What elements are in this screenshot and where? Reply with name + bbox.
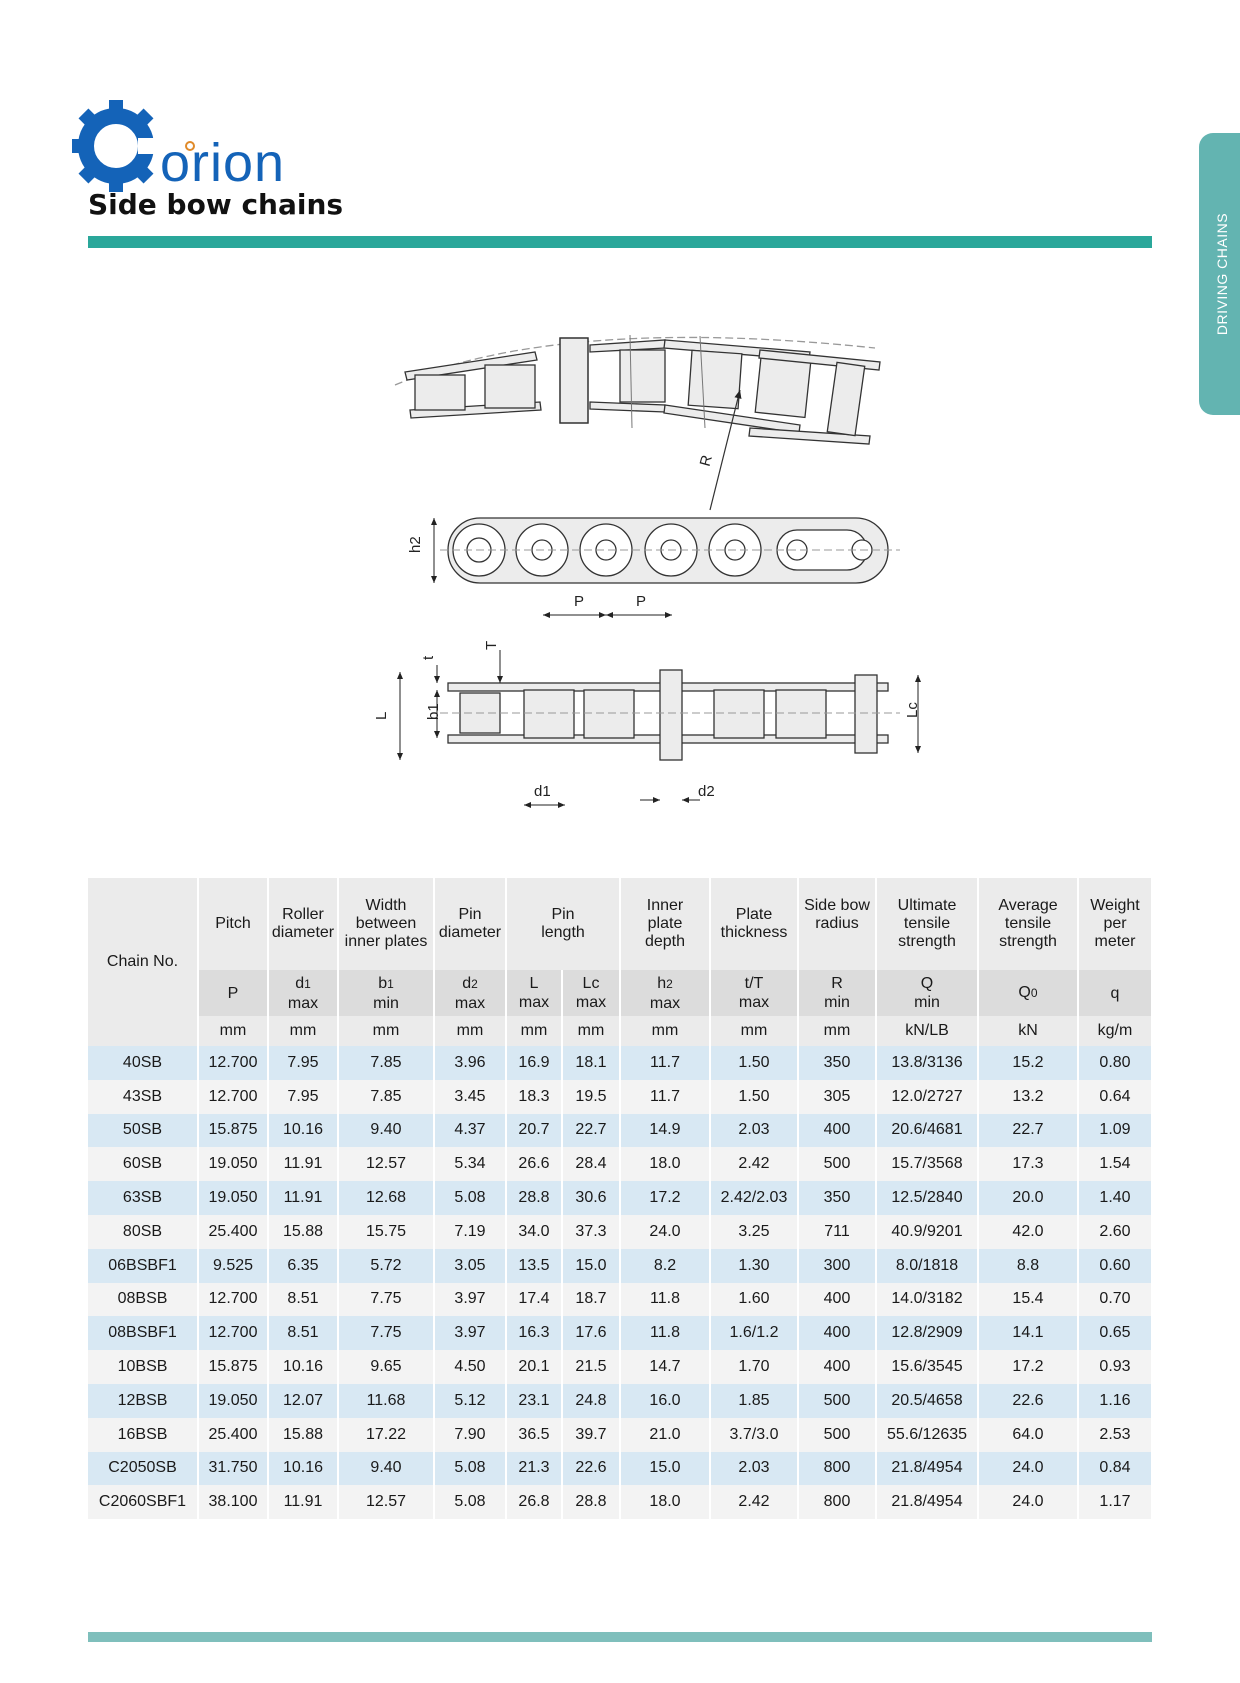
header-symbol-l: L max: [506, 970, 562, 1016]
chain-number-cell: 43SB: [88, 1080, 198, 1114]
table-cell: 7.90: [434, 1418, 506, 1452]
table-cell: 36.5: [506, 1418, 562, 1452]
table-row: [88, 1452, 1152, 1486]
side-bow-curved-view: [395, 335, 880, 444]
table-cell: 22.6: [562, 1452, 620, 1486]
header-symbol-q0: Q0: [978, 970, 1078, 1016]
table-cell: 15.75: [338, 1215, 434, 1249]
table-cell: 19.050: [198, 1181, 268, 1215]
table-cell: 350: [798, 1046, 876, 1080]
table-cell: 14.0/3182: [876, 1283, 978, 1317]
table-cell: 7.75: [338, 1316, 434, 1350]
table-cell: 21.8/4954: [876, 1452, 978, 1486]
header-desc-width: Width between inner plates: [338, 878, 434, 970]
table-row: [88, 1080, 1152, 1114]
table-cell: 12.700: [198, 1080, 268, 1114]
header-symbol-q: Q min: [876, 970, 978, 1016]
table-cell: 1.09: [1078, 1114, 1152, 1148]
table-cell: 2.42: [710, 1485, 798, 1519]
table-cell: 800: [798, 1452, 876, 1486]
page-title: Side bow chains: [88, 188, 344, 221]
table-row: [88, 1485, 1152, 1519]
table-cell: 34.0: [506, 1215, 562, 1249]
table-cell: 18.0: [620, 1485, 710, 1519]
table-cell: 11.91: [268, 1147, 338, 1181]
table-cell: 2.60: [1078, 1215, 1152, 1249]
table-cell: 38.100: [198, 1485, 268, 1519]
table-cell: 0.84: [1078, 1452, 1152, 1486]
table-cell: 500: [798, 1147, 876, 1181]
chain-number-cell: 08BSB: [88, 1283, 198, 1317]
table-cell: 8.51: [268, 1316, 338, 1350]
table-cell: 15.4: [978, 1283, 1078, 1317]
table-cell: 0.70: [1078, 1283, 1152, 1317]
table-cell: 28.8: [562, 1485, 620, 1519]
table-cell: 9.40: [338, 1114, 434, 1148]
table-cell: 711: [798, 1215, 876, 1249]
table-cell: 350: [798, 1181, 876, 1215]
label-t-upper: T: [483, 640, 500, 650]
header-unit: kN: [978, 1016, 1078, 1046]
table-cell: 800: [798, 1485, 876, 1519]
table-cell: 21.5: [562, 1350, 620, 1384]
table-cell: 1.16: [1078, 1384, 1152, 1418]
table-row: [88, 1283, 1152, 1317]
table-cell: 17.22: [338, 1418, 434, 1452]
table-cell: 5.12: [434, 1384, 506, 1418]
table-cell: 16.3: [506, 1316, 562, 1350]
header-unit: mm: [338, 1016, 434, 1046]
header-symbol-p: P: [198, 970, 268, 1016]
label-t: t: [420, 655, 437, 660]
table-cell: 12.700: [198, 1046, 268, 1080]
table-cell: 10.16: [268, 1350, 338, 1384]
header-desc-ultimate: Ultimate tensile strength: [876, 878, 978, 970]
table-cell: 2.03: [710, 1114, 798, 1148]
table-cell: 8.0/1818: [876, 1249, 978, 1283]
table-cell: 37.3: [562, 1215, 620, 1249]
table-cell: 7.85: [338, 1080, 434, 1114]
table-cell: 10.16: [268, 1114, 338, 1148]
header-chain-no: Chain No.: [88, 878, 198, 1046]
label-p-2: P: [636, 593, 647, 610]
table-cell: 3.96: [434, 1046, 506, 1080]
header-symbol-tt: t/T max: [710, 970, 798, 1016]
header-symbol-b1: b1 min: [338, 970, 434, 1016]
header-desc-average: Average tensile strength: [978, 878, 1078, 970]
table-cell: 11.68: [338, 1384, 434, 1418]
header-unit: mm: [798, 1016, 876, 1046]
table-cell: 400: [798, 1316, 876, 1350]
table-cell: 26.8: [506, 1485, 562, 1519]
table-cell: 24.0: [978, 1485, 1078, 1519]
table-cell: 3.05: [434, 1249, 506, 1283]
table-cell: 18.3: [506, 1080, 562, 1114]
table-cell: 19.5: [562, 1080, 620, 1114]
table-cell: 18.7: [562, 1283, 620, 1317]
table-cell: 5.08: [434, 1485, 506, 1519]
table-cell: 0.65: [1078, 1316, 1152, 1350]
table-cell: 1.17: [1078, 1485, 1152, 1519]
table-cell: 5.08: [434, 1452, 506, 1486]
table-cell: 4.50: [434, 1350, 506, 1384]
table-cell: 9.40: [338, 1452, 434, 1486]
header-desc-roller: Roller diameter: [268, 878, 338, 970]
table-cell: 3.97: [434, 1316, 506, 1350]
chain-number-cell: 40SB: [88, 1046, 198, 1080]
table-cell: 1.54: [1078, 1147, 1152, 1181]
header-unit: kN/LB: [876, 1016, 978, 1046]
table-cell: 5.08: [434, 1181, 506, 1215]
table-cell: 22.7: [562, 1114, 620, 1148]
table-cell: 500: [798, 1418, 876, 1452]
label-h2: h2: [407, 536, 424, 553]
header-desc-pin-length: Pin length: [506, 878, 620, 970]
table-cell: 9.525: [198, 1249, 268, 1283]
table-cell: 15.88: [268, 1215, 338, 1249]
table-cell: 13.5: [506, 1249, 562, 1283]
table-cell: 21.0: [620, 1418, 710, 1452]
header-unit: mm: [562, 1016, 620, 1046]
table-cell: 8.8: [978, 1249, 1078, 1283]
table-cell: 0.93: [1078, 1350, 1152, 1384]
table-cell: 1.6/1.2: [710, 1316, 798, 1350]
table-cell: 12.700: [198, 1316, 268, 1350]
table-cell: 7.85: [338, 1046, 434, 1080]
table-cell: 5.34: [434, 1147, 506, 1181]
table-row: [88, 1350, 1152, 1384]
table-cell: 3.7/3.0: [710, 1418, 798, 1452]
chain-number-cell: 08BSBF1: [88, 1316, 198, 1350]
chain-number-cell: C2050SB: [88, 1452, 198, 1486]
table-cell: 22.7: [978, 1114, 1078, 1148]
table-cell: 15.875: [198, 1114, 268, 1148]
header-unit: mm: [620, 1016, 710, 1046]
header-unit: kg/m: [1078, 1016, 1152, 1046]
table-cell: 5.72: [338, 1249, 434, 1283]
table-cell: 12.07: [268, 1384, 338, 1418]
header-desc-side-bow: Side bow radius: [798, 878, 876, 970]
table-cell: 11.8: [620, 1283, 710, 1317]
table-cell: 7.19: [434, 1215, 506, 1249]
table-cell: 12.5/2840: [876, 1181, 978, 1215]
header-symbol-d1: d1 max: [268, 970, 338, 1016]
table-cell: 15.2: [978, 1046, 1078, 1080]
table-cell: 17.6: [562, 1316, 620, 1350]
table-cell: 20.1: [506, 1350, 562, 1384]
table-cell: 2.53: [1078, 1418, 1152, 1452]
label-lc: Lc: [904, 702, 921, 718]
table-cell: 3.45: [434, 1080, 506, 1114]
table-cell: 14.7: [620, 1350, 710, 1384]
table-cell: 18.1: [562, 1046, 620, 1080]
chain-number-cell: 12BSB: [88, 1384, 198, 1418]
table-cell: 31.750: [198, 1452, 268, 1486]
table-cell: 11.8: [620, 1316, 710, 1350]
table-cell: 21.8/4954: [876, 1485, 978, 1519]
table-cell: 11.7: [620, 1046, 710, 1080]
chain-number-cell: 16BSB: [88, 1418, 198, 1452]
table-cell: 0.60: [1078, 1249, 1152, 1283]
chain-top-view: [440, 670, 900, 760]
brand-name: orion: [160, 133, 286, 193]
table-cell: 20.6/4681: [876, 1114, 978, 1148]
table-cell: 13.8/3136: [876, 1046, 978, 1080]
table-cell: 3.25: [710, 1215, 798, 1249]
table-cell: 8.2: [620, 1249, 710, 1283]
table-cell: 19.050: [198, 1147, 268, 1181]
table-cell: 17.4: [506, 1283, 562, 1317]
table-row: [88, 1316, 1152, 1350]
table-cell: 26.6: [506, 1147, 562, 1181]
table-cell: 9.65: [338, 1350, 434, 1384]
table-cell: 30.6: [562, 1181, 620, 1215]
table-cell: 11.7: [620, 1080, 710, 1114]
table-cell: 15.0: [620, 1452, 710, 1486]
table-cell: 20.5/4658: [876, 1384, 978, 1418]
table-cell: 0.80: [1078, 1046, 1152, 1080]
table-cell: 4.37: [434, 1114, 506, 1148]
table-cell: 21.3: [506, 1452, 562, 1486]
table-cell: 23.1: [506, 1384, 562, 1418]
table-cell: 24.0: [978, 1452, 1078, 1486]
table-cell: 1.50: [710, 1080, 798, 1114]
table-cell: 2.03: [710, 1452, 798, 1486]
label-l: L: [373, 711, 390, 720]
table-cell: 15.0: [562, 1249, 620, 1283]
table-cell: 18.0: [620, 1147, 710, 1181]
chain-number-cell: C2060SBF1: [88, 1485, 198, 1519]
table-cell: 1.70: [710, 1350, 798, 1384]
label-d1: d1: [534, 783, 551, 800]
table-cell: 15.7/3568: [876, 1147, 978, 1181]
table-cell: 17.2: [620, 1181, 710, 1215]
table-row: [88, 1384, 1152, 1418]
table-cell: 0.64: [1078, 1080, 1152, 1114]
header-unit: mm: [506, 1016, 562, 1046]
table-cell: 15.6/3545: [876, 1350, 978, 1384]
table-row: [88, 1046, 1152, 1080]
table-cell: 6.35: [268, 1249, 338, 1283]
chain-spec-table: [88, 878, 1153, 1519]
footer-divider: [88, 1632, 1152, 1642]
table-cell: 2.42/2.03: [710, 1181, 798, 1215]
chain-number-cell: 63SB: [88, 1181, 198, 1215]
table-cell: 1.60: [710, 1283, 798, 1317]
table-row: [88, 1181, 1152, 1215]
table-cell: 12.68: [338, 1181, 434, 1215]
table-cell: 400: [798, 1114, 876, 1148]
table-cell: 8.51: [268, 1283, 338, 1317]
chain-side-view: [440, 518, 900, 583]
table-cell: 14.1: [978, 1316, 1078, 1350]
label-b1: b1: [425, 703, 442, 720]
label-r: R: [696, 453, 716, 469]
table-cell: 12.8/2909: [876, 1316, 978, 1350]
table-row: [88, 1114, 1152, 1148]
table-cell: 28.4: [562, 1147, 620, 1181]
table-cell: 12.57: [338, 1147, 434, 1181]
table-cell: 12.0/2727: [876, 1080, 978, 1114]
table-cell: 17.2: [978, 1350, 1078, 1384]
table-cell: 20.0: [978, 1181, 1078, 1215]
table-cell: 300: [798, 1249, 876, 1283]
table-cell: 24.8: [562, 1384, 620, 1418]
table-cell: 15.88: [268, 1418, 338, 1452]
table-cell: 20.7: [506, 1114, 562, 1148]
table-cell: 19.050: [198, 1384, 268, 1418]
header-desc-pitch: Pitch: [198, 878, 268, 970]
header-symbol-r: R min: [798, 970, 876, 1016]
header-symbol-q-weight: q: [1078, 970, 1152, 1016]
header-desc-weight: Weight per meter: [1078, 878, 1152, 970]
table-cell: 305: [798, 1080, 876, 1114]
chain-number-cell: 60SB: [88, 1147, 198, 1181]
table-cell: 40.9/9201: [876, 1215, 978, 1249]
table-cell: 1.30: [710, 1249, 798, 1283]
table-cell: 17.3: [978, 1147, 1078, 1181]
table-cell: 7.95: [268, 1080, 338, 1114]
label-p-1: P: [574, 593, 585, 610]
table-cell: 16.9: [506, 1046, 562, 1080]
header-symbol-lc: Lc max: [562, 970, 620, 1016]
chain-number-cell: 06BSBF1: [88, 1249, 198, 1283]
table-cell: 25.400: [198, 1215, 268, 1249]
table-cell: 1.85: [710, 1384, 798, 1418]
table-cell: 12.57: [338, 1485, 434, 1519]
header-symbol-d2: d2 max: [434, 970, 506, 1016]
table-cell: 42.0: [978, 1215, 1078, 1249]
table-cell: 55.6/12635: [876, 1418, 978, 1452]
table-row: [88, 1418, 1152, 1452]
table-cell: 16.0: [620, 1384, 710, 1418]
table-cell: 400: [798, 1283, 876, 1317]
table-row: [88, 1215, 1152, 1249]
table-cell: 64.0: [978, 1418, 1078, 1452]
table-cell: 15.875: [198, 1350, 268, 1384]
table-cell: 3.97: [434, 1283, 506, 1317]
table-cell: 12.700: [198, 1283, 268, 1317]
header-unit: mm: [198, 1016, 268, 1046]
table-cell: 10.16: [268, 1452, 338, 1486]
chain-number-cell: 10BSB: [88, 1350, 198, 1384]
table-cell: 24.0: [620, 1215, 710, 1249]
table-cell: 1.50: [710, 1046, 798, 1080]
header-unit: mm: [710, 1016, 798, 1046]
header-symbol-h2: h2 max: [620, 970, 710, 1016]
table-cell: 7.75: [338, 1283, 434, 1317]
table-cell: 28.8: [506, 1181, 562, 1215]
table-cell: 13.2: [978, 1080, 1078, 1114]
table-cell: 25.400: [198, 1418, 268, 1452]
table-cell: 2.42: [710, 1147, 798, 1181]
table-row: [88, 1249, 1152, 1283]
chain-number-cell: 80SB: [88, 1215, 198, 1249]
header-unit: mm: [434, 1016, 506, 1046]
label-d2: d2: [698, 783, 715, 800]
table-cell: 500: [798, 1384, 876, 1418]
header-desc-plate-thickness: Plate thickness: [710, 878, 798, 970]
header-desc-pin-diameter: Pin diameter: [434, 878, 506, 970]
header-desc-inner-plate: Inner plate depth: [620, 878, 710, 970]
table-cell: 1.40: [1078, 1181, 1152, 1215]
table-cell: 400: [798, 1350, 876, 1384]
table-cell: 14.9: [620, 1114, 710, 1148]
table-cell: 22.6: [978, 1384, 1078, 1418]
chain-number-cell: 50SB: [88, 1114, 198, 1148]
header-unit: mm: [268, 1016, 338, 1046]
table-cell: 11.91: [268, 1181, 338, 1215]
table-cell: 7.95: [268, 1046, 338, 1080]
spec-table-body: [88, 1046, 1152, 1519]
side-tab-label: DRIVING CHAINS: [1213, 212, 1230, 336]
table-cell: 39.7: [562, 1418, 620, 1452]
table-row: [88, 1147, 1152, 1181]
table-cell: 11.91: [268, 1485, 338, 1519]
